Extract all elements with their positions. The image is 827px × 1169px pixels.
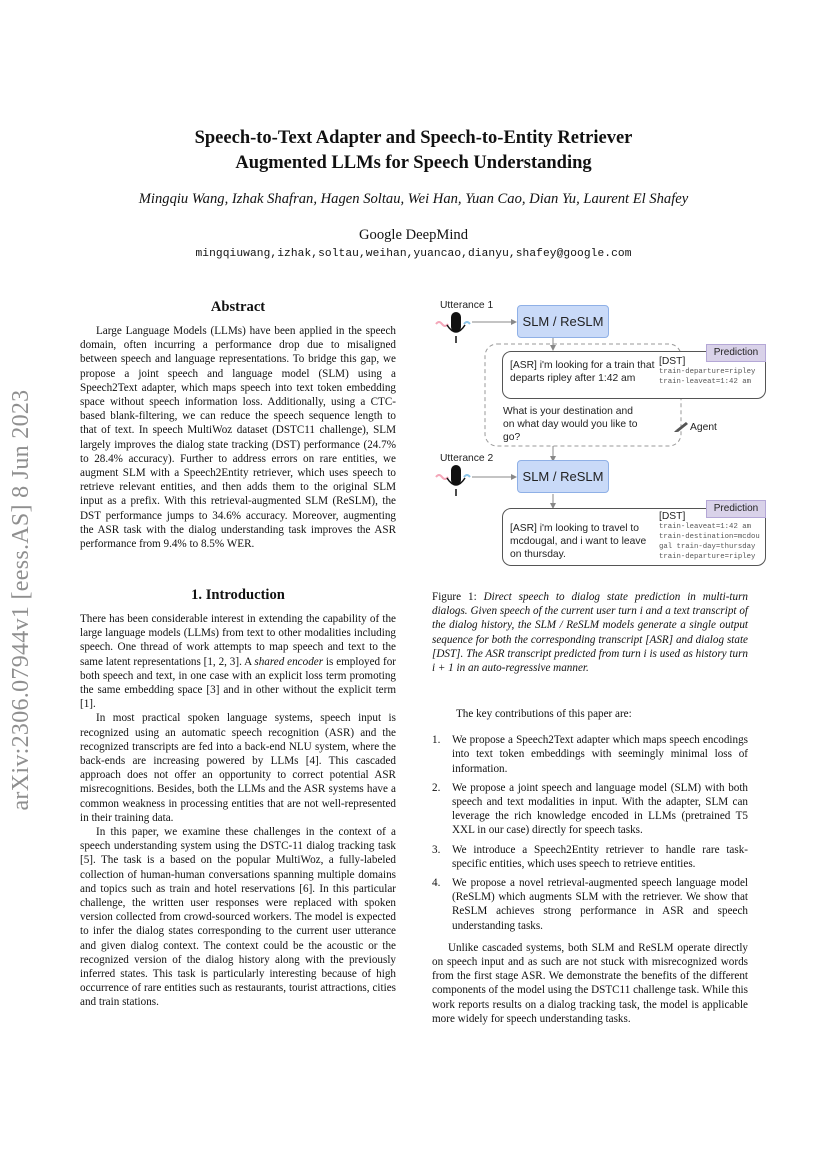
dst-line: gal train-day=thursday — [659, 543, 756, 551]
intro-paragraph-3: In this paper, we examine these challenges in the context of a speech understanding system using the DSTC-11 dialog tracking task [5]. The task is a based on the popular MultiWoz, a fully-labeled collection of human-human conversations spanning multiple domains and topics such as train and hotel reservations [6]. In this particular challenge, the written user responses were replaced with spoken version collected from crowd-sourced workers. The model is expected to infer the dialog states corresponding to the current user utterance and given dialog context. The context could be the acoustic or the recognized version of the dialog history along with the previously inferred states. This task is particularly interesting because of high occurrence of rare entities such as restaurants, tourist attractions, cities and train stations. — [80, 826, 396, 1009]
paper-title-line-2: Augmented LLMs for Speech Understanding — [235, 153, 592, 173]
list-number: 3. — [432, 843, 441, 856]
affiliation: Google DeepMind — [358, 227, 469, 243]
caption-math: i + 1 — [432, 662, 454, 675]
caption-text: is used as history turn — [646, 647, 749, 660]
paper-title-line-1: Speech-to-Text Adapter and Speech-to-Entity Retriever — [194, 128, 633, 148]
microphone-icon — [436, 465, 470, 496]
dst-values-1 — [659, 367, 755, 387]
microphone-icon — [436, 312, 470, 343]
agent-label: Agent — [690, 422, 717, 433]
list-item — [432, 781, 748, 838]
list-text: We propose a Speech2Text adapter which maps speech encodings into text token embeddings with seemingly minimal loss of information. — [452, 734, 748, 775]
dst-label-2: [DST] — [659, 511, 686, 522]
list-text: We propose a novel retrieval-augmented speech language model (ReSLM) which augments SLM with the retriever. We show that ReSLM achieves strong performance in ASR and speech understanding tasks. — [452, 877, 748, 932]
caption-text: Direct speech to dialog state prediction in multi-turn dialogs. Given speech of the current user turn — [432, 591, 748, 618]
list-text: We introduce a Speech2Entity retriever to handle rare task-specific entities, which uses speech to retrieve entities. — [452, 843, 748, 870]
slm-model-box-2: SLM / ReSLM — [517, 460, 609, 493]
asr-transcript-2: [ASR] i'm looking to travel to mcdougal, and i want to leave on thursday. — [510, 523, 647, 560]
author-list: Mingqiu Wang, Izhak Shafran, Hagen Soltau, Wei Han, Yuan Cao, Dian Yu, Laurent El Shafey — [138, 191, 689, 207]
list-text: We propose a joint speech and language model (SLM) with both speech and text modalities in input. With the adapter, SLM can leverage the rich knowledge encoded in LLMs (pretrained T5 XXL in our case) directly for speech tasks. — [452, 781, 748, 837]
prediction-label-2: Prediction — [706, 500, 766, 518]
caption-text: and a text transcript of the dialog history, the SLM / ReSLM models generate a single output sequence for both the corresponding transcript [ASR] and dialog state [DST]. The ASR transcript predicted from turn — [432, 605, 748, 660]
dst-label-1: [DST] — [659, 356, 686, 367]
dst-line: train-destination=mcdou — [659, 533, 760, 541]
agent-utterance: What is your destination and on what day would you like to go? — [503, 406, 638, 443]
slm-model-box-1: SLM / ReSLM — [517, 305, 609, 338]
intro-paragraph-2: In most practical spoken language systems, speech input is recognized using an automatic speech recognition (ASR) and the recognized transcripts are fed into a back-end NLU system, where the back-ends are increasing powered by LLMs [4]. This cascaded approach does not offer an opportunity to correct potential ASR misrecognitions. Besides, both the LLMs and the ASR systems have a common weakness in processing entities that are not well-represented in their training data. — [80, 712, 396, 824]
dst-line: train-departure=ripley — [659, 368, 756, 376]
figure-1 — [430, 296, 770, 581]
dst-values-2 — [659, 522, 760, 562]
dst-line: train-departure=ripley — [659, 553, 756, 561]
asr-transcript-1: [ASR] i'm looking for a train that departs ripley after 1:42 am — [510, 360, 655, 384]
list-number: 2. — [432, 781, 441, 794]
list-item — [432, 843, 748, 871]
dst-line: train-leaveat=1:42 am — [659, 378, 751, 386]
list-item — [432, 733, 748, 776]
abstract-paragraph: Large Language Models (LLMs) have been applied in the speech domain, often incurring a performance drop due to misaligned between speech and language representations. To bridge this gap, we propose a joint speech and language model (SLM) using a Speech2Text adapter, which maps speech into text token embedding space without speech information loss. Additionally, using a CTC-based blank-filtering, we can reduce the speech sequence length to that of text. In speech MultiWoz dataset (DSTC11 challenge), SLM largely improves the dialog state tracking (DST) performance (24.7% to 28.4% accuracy). Further to address errors on rare entities, we augment SLM with a Speech2Entity retriever, which uses speech to retrieve relevant entities, and then adds them to the original SLM input as a prefix. With this retrieval-augmented SLM (ReSLM), the DST performance jumps to 34.6% accuracy. Moreover, augmenting the ASR task with the dialog understanding task improves the ASR performance from 9.4% to 8.5% WER. — [80, 325, 396, 551]
list-number: 1. — [432, 734, 441, 747]
abstract-body — [80, 324, 396, 551]
pencil-icon — [674, 422, 688, 432]
intro-p1-emphasis: shared encoder — [254, 655, 324, 668]
contributions-lead: The key contributions of this paper are: — [456, 708, 632, 720]
list-number: 4. — [432, 877, 441, 890]
intro-p1-text-b: is employed for both speech and text, in one case with an explicit loss term promoting the same embedding space [3] and in other without the explicit term [1]. — [80, 655, 396, 711]
caption-math: i — [643, 647, 647, 660]
utterance-1-label: Utterance 1 — [440, 300, 494, 311]
dst-line: train-leaveat=1:42 am — [659, 523, 751, 531]
contributions-list — [432, 733, 748, 933]
caption-label: Figure 1: — [432, 591, 484, 603]
intro-p1-text-a: There has been considerable interest in extending the capability of the large language models (LLMs) from text to other modalities including speech. One thread of work attempts to map speech and text to the same latent representations [1, 2, 3]. A — [80, 613, 396, 668]
caption-math: i — [639, 605, 643, 618]
abstract-heading: Abstract — [210, 299, 266, 315]
figure-1-caption — [432, 590, 748, 675]
author-emails: mingqiuwang,izhak,soltau,weihan,yuancao,dianyu,shafey@google.com — [195, 248, 632, 260]
intro-paragraph-1 — [80, 612, 396, 711]
introduction-heading: 1. Introduction — [191, 587, 285, 603]
contributions-closing: Unlike cascaded systems, both SLM and ReSLM operate directly on speech input and as such are not stuck with misrecognized words from the first stage ASR. We demonstrate the benefits of the different components of the model using the DSTC11 challenge task. While this work reports results on a dialog tracking task, the model is applicable more widely for speech understanding tasks. — [432, 941, 748, 1025]
contributions-section — [432, 707, 748, 1026]
introduction-body — [80, 612, 396, 1010]
caption-text: in an auto-regressive manner. — [453, 662, 589, 675]
list-item — [432, 876, 748, 933]
utterance-2-label: Utterance 2 — [440, 453, 494, 464]
prediction-label-1: Prediction — [706, 344, 766, 362]
arxiv-stamp: arXiv:2306.07944v1 [eess.AS] 8 Jun 2023 — [8, 389, 34, 811]
